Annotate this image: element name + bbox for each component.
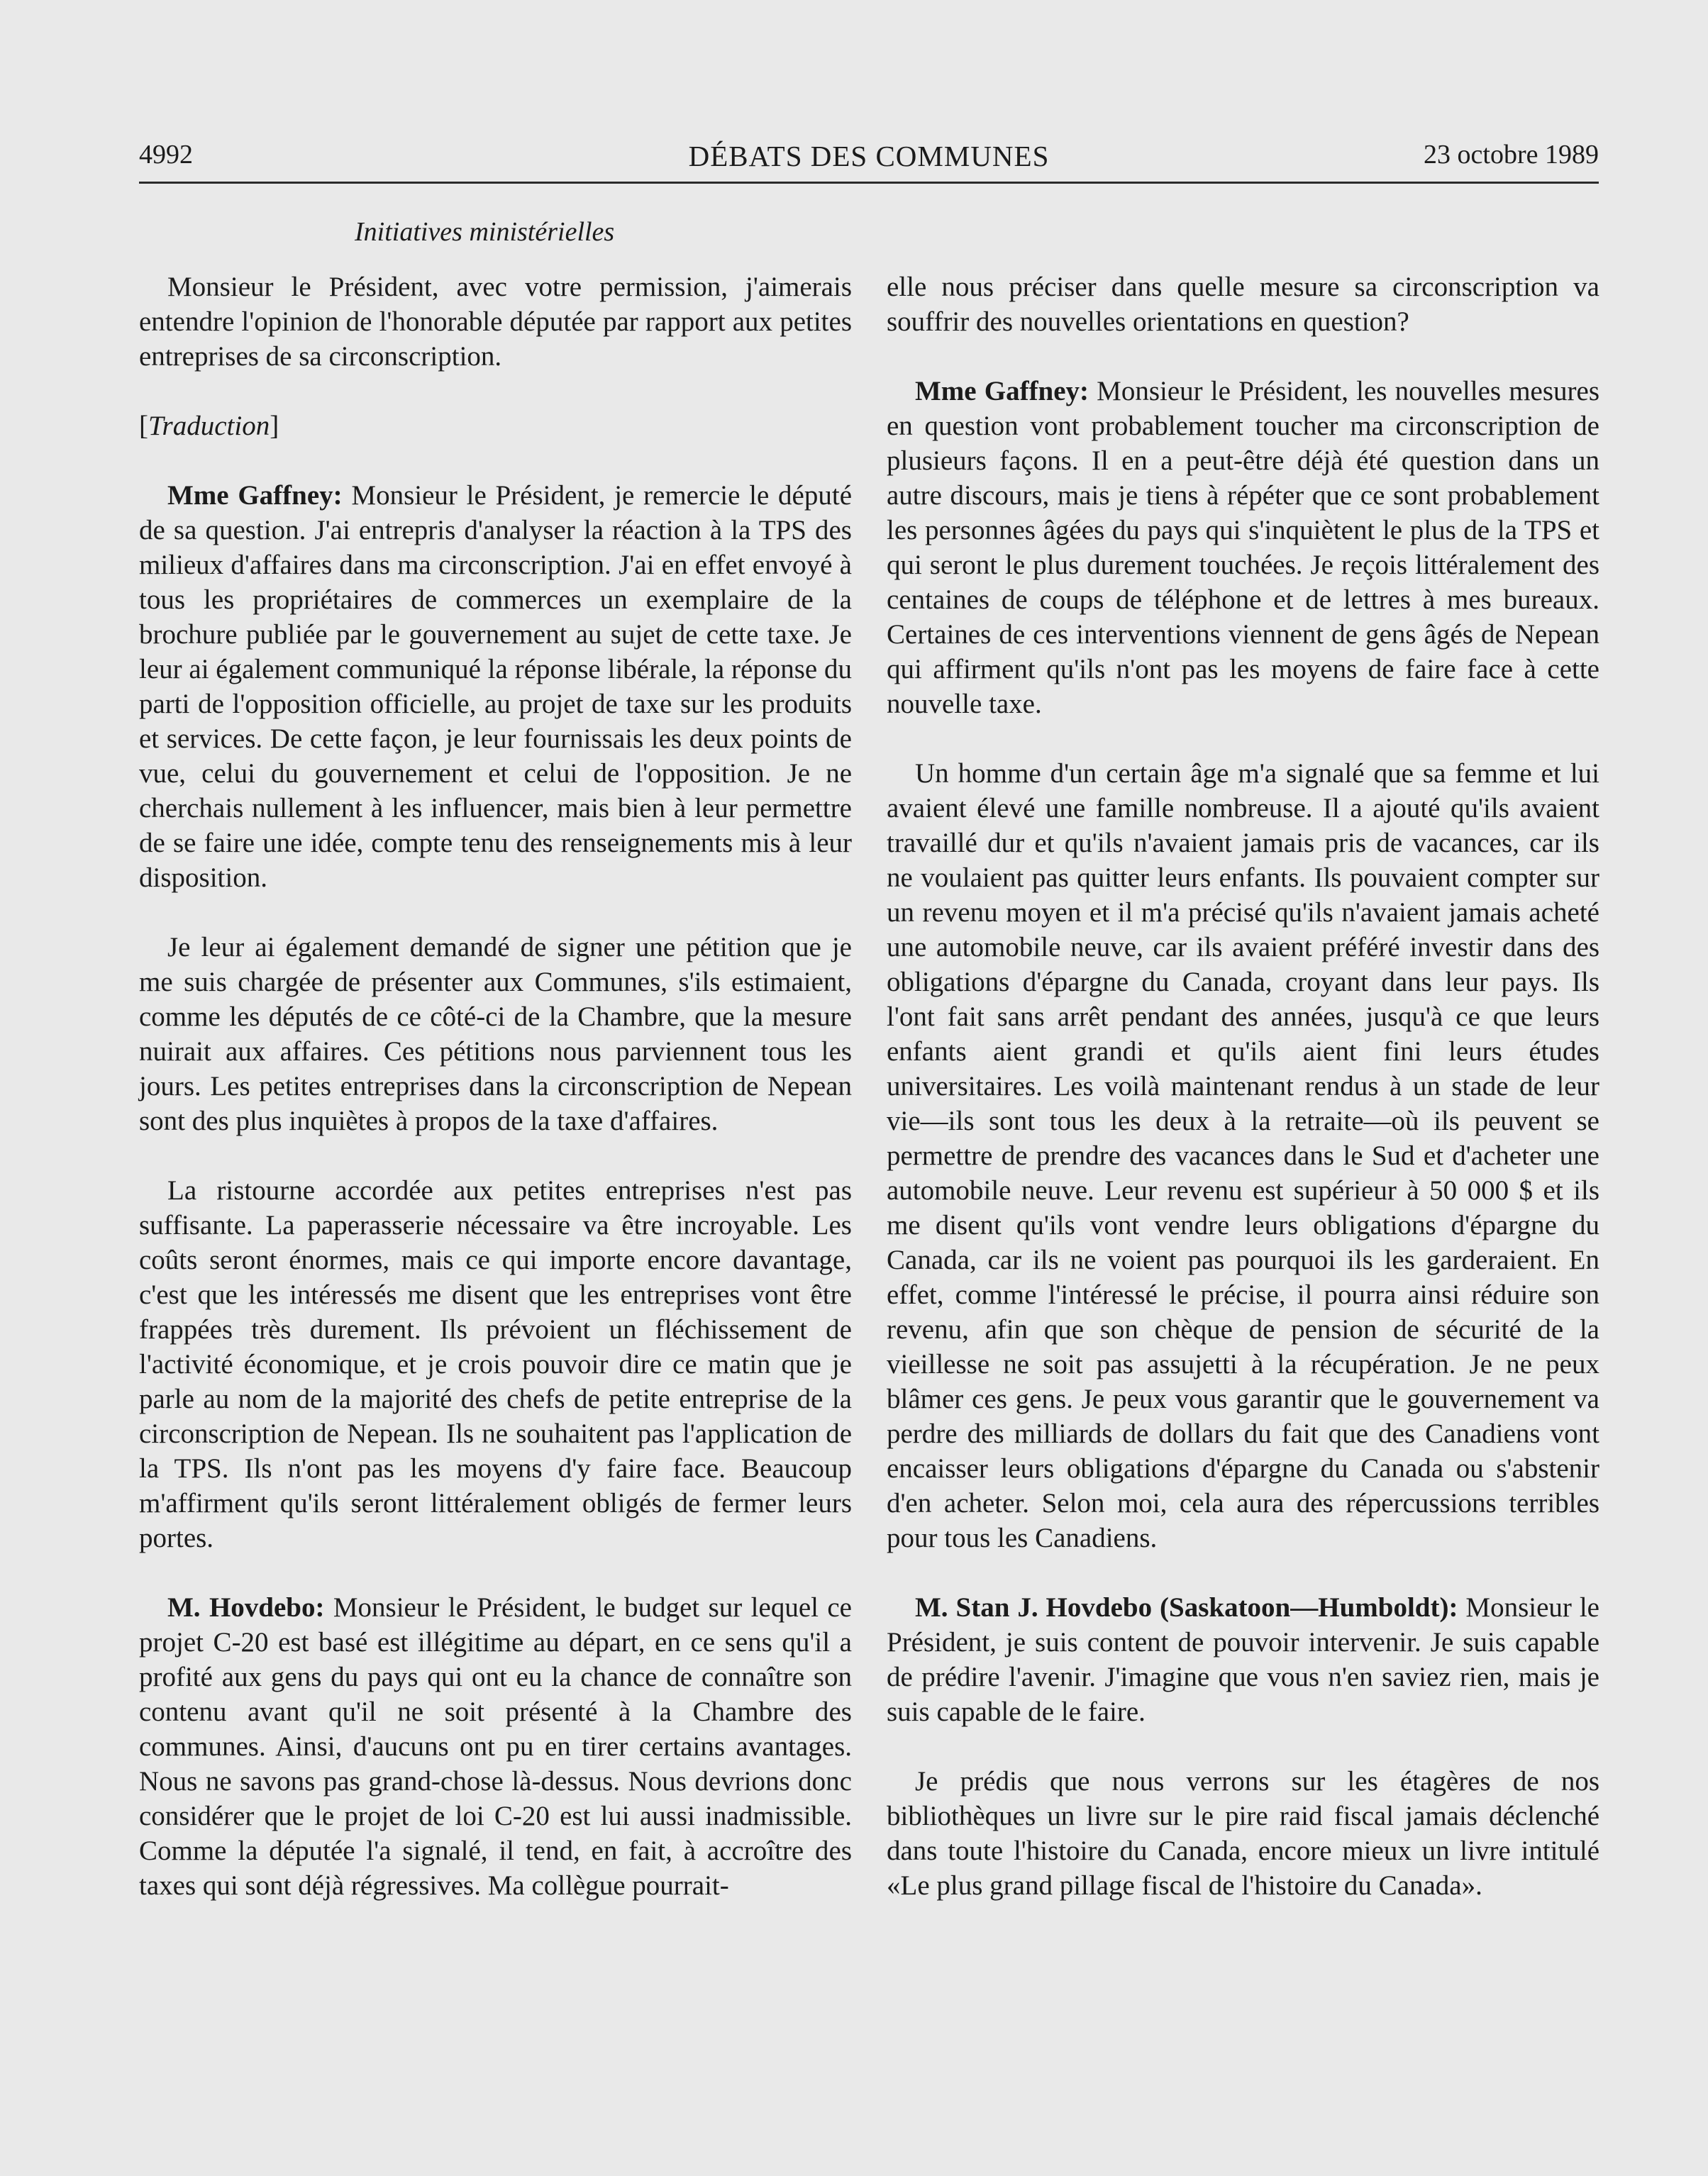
speech-text: Monsieur le Président, je suis content de pouvoir intervenir. Je suis capable de prédire l'avenir. J'imagine que vous n'en saviez rien, mais je suis capable de le faire.	[887, 1592, 1599, 1727]
page-header	[139, 139, 1599, 184]
paragraph: Un homme d'un certain âge m'a signalé que sa femme et lui avaient élevé une famille nombreuse. Il a ajouté qu'ils avaient travaillé dur et qu'ils n'avaient jamais pris de vacances, car ils ne voulaient pas quitter leurs enfants. Ils pouvaient compter sur un revenu moyen et il m'a précisé qu'ils n'avaient jamais acheté une automobile neuve, car ils avaient préféré investir dans des obligations d'épargne du Canada, croyant dans leur pays. Ils l'ont fait sans arrêt pendant des années, jusqu'à ce que leurs enfants aient grandi et qu'ils aient fini leurs études universitaires. Les voilà maintenant rendus à un stade de leur vie—ils sont tous les deux à la retraite—où ils peuvent se permettre de prendre des vacances dans le Sud et d'acheter une automobile neuve. Leur revenu est supérieur à 50 000 $ et ils me disent qu'ils vont vendre leurs obligations d'épargne du Canada, car ils ne voient pas pourquoi ils les garderaient. En effet, comme l'intéressé le précise, il pourra ainsi réduire son revenu, afin que son chèque de pension de sécurité de la vieillesse ne soit pas assujetti à la récupération. Je ne peux blâmer ces gens. Je peux vous garantir que le gouvernement va perdre des milliards de dollars du fait que des Canadiens vont encaisser leurs obligations d'épargne du Canada ou s'abstenir d'en acheter. Selon moi, cela aura des répercussions terribles pour tous les Canadiens.	[887, 758, 1599, 1553]
speech-paragraph	[887, 374, 1599, 721]
speaker-name: M. Stan J. Hovdebo (Saskatoon—Humboldt):	[915, 1592, 1458, 1623]
journal-title: DÉBATS DES COMMUNES	[688, 140, 1050, 172]
speech-paragraph	[139, 478, 852, 895]
paragraph-continuation: elle nous préciser dans quelle mesure sa circonscription va souffrir des nouvelles orientations en question?	[887, 272, 1599, 337]
page-number: 4992	[139, 140, 193, 170]
speech-text: Monsieur le Président, le budget sur lequel ce projet C-20 est basé est illégitime au départ, en ce sens qu'il a profité aux gens du pays qui ont eu la chance de connaître son contenu avant qu'il ne soit présenté à la Chambre des communes. Ainsi, d'aucuns ont pu en tirer certains avantages. Nous ne savons pas grand-chose là-dessus. Nous devrions donc considérer que le projet de loi C-20 est lui aussi inadmissible. Comme la députée l'a signalé, il tend, en fait, à accroître des taxes qui sont déjà régressives. Ma collègue pourrait-	[139, 1592, 852, 1901]
section-title: Initiatives ministérielles	[355, 217, 615, 247]
speaker-name: Mme Gaffney:	[167, 480, 343, 511]
paragraph: Je leur ai également demandé de signer une pétition que je me suis chargée de présenter aux Communes, s'ils estimaient, comme les députés de ce côté-ci de la Chambre, que la mesure nuirait aux affaires. Ces pétitions nous parviennent tous les jours. Les petites entreprises dans la circonscription de Nepean sont des plus inquiètes à propos de la taxe d'affaires.	[139, 932, 852, 1136]
speech-text: Monsieur le Président, je remercie le député de sa question. J'ai entrepris d'analyser la réaction à la TPS des milieux d'affaires dans ma circonscription. J'ai en effet envoyé à tous les propriétaires de commerces un exemplaire de la brochure publiée par le gouvernement au sujet de cette taxe. Je leur ai également communiqué la réponse libérale, la réponse du parti de l'opposition officielle, au projet de taxe sur les produits et services. De cette façon, je leur fournissais les deux points de vue, celui du gouvernement et celui de l'opposition. Je ne cherchais nullement à les influencer, mais bien à leur permettre de se faire une idée, compte tenu des renseignements mis à leur disposition.	[139, 480, 852, 893]
left-column	[139, 270, 852, 1903]
speech-paragraph	[887, 1590, 1599, 1729]
translation-label: Traduction	[148, 411, 270, 441]
speaker-name: M. Hovdebo:	[167, 1592, 325, 1623]
speech-paragraph	[139, 1590, 852, 1903]
translation-bracket-open: [	[139, 411, 148, 441]
speaker-name: Mme Gaffney:	[915, 376, 1089, 406]
translation-note	[139, 409, 852, 443]
paragraph: La ristourne accordée aux petites entreprises n'est pas suffisante. La paperasserie nécessaire va être incroyable. Les coûts seront énormes, mais ce qui importe encore davantage, c'est que les intéressés me disent que les entreprises vont être frappées très durement. Ils prévoient un fléchissement de l'activité économique, et je crois pouvoir dire ce matin que je parle au nom de la majorité des chefs de petite entreprise de la circonscription de Nepean. Ils ne souhaitent pas l'application de la TPS. Ils n'ont pas les moyens d'y faire face. Beaucoup m'affirment qu'ils seront littéralement obligés de fermer leurs portes.	[139, 1175, 852, 1553]
right-column	[887, 270, 1599, 1903]
speech-text: Monsieur le Président, les nouvelles mesures en question vont probablement toucher ma circonscription de plusieurs façons. Il en a peut-être déjà été question dans un autre discours, mais je tiens à répéter que ce sont probablement les personnes âgées du pays qui s'inquiètent le plus de la TPS et qui seront le plus durement touchées. Je reçois littéralement des centaines de coups de téléphone et de lettres à mes bureaux. Certaines de ces interventions viennent de gens âgés de Nepean qui affirment qu'ils n'ont pas les moyens de faire face à cette nouvelle taxe.	[887, 376, 1599, 719]
publication-date: 23 octobre 1989	[1424, 140, 1599, 170]
translation-bracket-close: ]	[270, 411, 279, 441]
paragraph: Monsieur le Président, avec votre permission, j'aimerais entendre l'opinion de l'honorable députée par rapport aux petites entreprises de sa circonscription.	[139, 272, 852, 372]
paragraph: Je prédis que nous verrons sur les étagères de nos bibliothèques un livre sur le pire raid fiscal jamais déclenché dans toute l'histoire du Canada, encore mieux un livre intitulé «Le plus grand pillage fiscal de l'histoire du Canada».	[887, 1766, 1599, 1901]
